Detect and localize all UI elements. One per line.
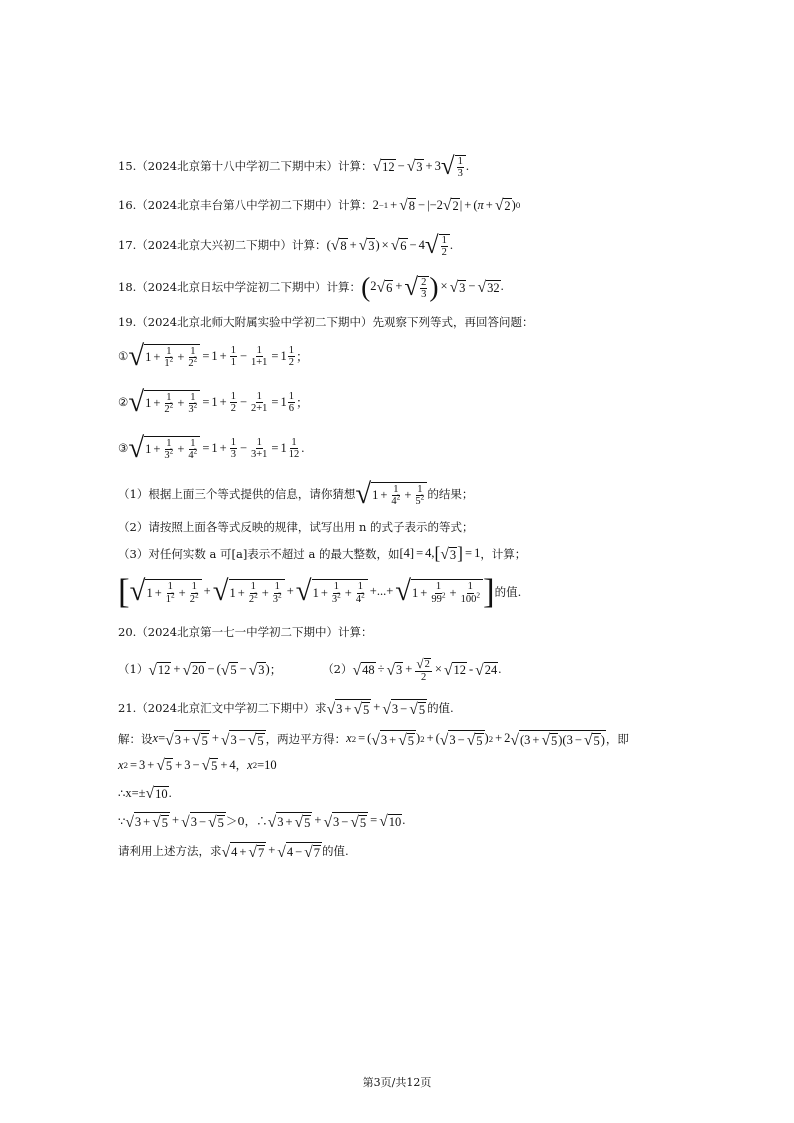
problem-20-parts: （1） √ 12 + √ 20 − ( √ 5 − √ 3 ) ； （2） √ 48 ÷ √ 3 + √ 2 2 × √ 12 - √ 24 . <box>118 655 502 683</box>
problem-source: （2024北京第十八中学初二下期中末）计算： <box>136 159 373 174</box>
problem-number: 16. <box>118 198 137 212</box>
solution-line-3: ∴ x=± √ 10 . <box>118 785 172 803</box>
problem-17 <box>118 232 453 258</box>
problem-intro: （2024北京北师大附属实验中学初二下期中）先观察下列等式，再回答问题： <box>136 315 534 329</box>
solution-line-2: x 2 = 3 + √ 5 + 3 − √ 5 + 4 ， x 2 =10 <box>118 757 277 775</box>
problem-number: 20. <box>118 625 137 639</box>
problem-source: （2024北京丰台第八中学初二下期中）计算： <box>136 198 373 212</box>
problem-source: （2024北京第一七一中学初二下期中）计算： <box>136 625 373 639</box>
problem-source: （2024北京大兴初二下期中）计算： <box>136 238 327 253</box>
expression: 2 −1 + √ 8 − | −2 √ 2 | + ( π + √ 2 ) 0 <box>372 197 521 215</box>
problem-number: 18. <box>118 279 137 294</box>
problem-number: 21. <box>118 700 137 715</box>
problem-20 <box>118 624 373 640</box>
expression: ( 2 √ 6 + √ $\frac{2}{3}$ ) × √ 3 − √ 32 . <box>361 271 504 302</box>
task-line: 请利用上述方法，求 √ 4 + √ 7 + √ 4 − √ 7 的值. <box>118 843 349 862</box>
problem-source: （2024北京日坛中学淀初二下期中）计算： <box>136 279 362 294</box>
page-footer: 第3页/共12页 <box>362 1076 432 1089</box>
problem-number: 17. <box>118 238 137 253</box>
problem-15 <box>118 153 469 179</box>
equation-2: ② √ 1 + $\frac{1}{2^2}$ + $\frac{1}{3^2}$ = 1 + $\frac{1}{2}$ − $\frac{1}{2+1}$ = 1 $\frac{1}{6}$ ； <box>118 386 309 418</box>
equation-3: ③ √ 1 + $\frac{1}{3^2}$ + $\frac{1}{4^2}$ = 1 + $\frac{1}{3}$ − $\frac{1}{3+1}$ = 1 $\frac{1}{12}$ . <box>118 432 305 464</box>
question-19-1: （1）根据上面三个等式提供的信息，请你猜想 √ 1 + $\frac{1}{4^2}$ + $\frac{1}{5^2}$ 的结果； <box>118 478 474 510</box>
equation-1: ① √ 1 + $\frac{1}{1^2}$ + $\frac{1}{2^2}$ = 1 + $\frac{1}{1}$ − $\frac{1}{1+1}$ = 1 $\frac{1}{2}$ ； <box>118 340 309 372</box>
solution-line-1: 解：设 x = √ 3 + √ 5 + √ 3 − √ 5 ，两边平方得： x 2 = ( √ 3 + √ 5 ) 2 + ( √ 3 − √ 5 ) 2 + 2 √ (3 + √ 5 )(3 − √ 5 ) ，即 <box>118 731 629 750</box>
question-19-3-sum: [ √ 1 + $\frac{1}{1^2}$ + $\frac{1}{2^2}$ + √ 1 + $\frac{1}{2^2}$ + $\frac{1}{3^2}$ + √ 1 + $\frac{1}{3^2}$ + $\frac{1}{4^2}$ +...+ √ 1 + $\frac{1}{99^2}$ + $\frac{1}{100^2}$ ] 的值. <box>118 572 522 611</box>
problem-19 <box>118 314 534 330</box>
problem-16 <box>118 196 520 214</box>
problem-18 <box>118 273 504 301</box>
expression: √ 12 − √ 3 + 3 √ $\frac{1}{3}$ . <box>372 153 469 181</box>
question-19-2: （2）请按照上面各等式反映的规律，试写出用 n 的式子表示的等式； <box>118 520 474 534</box>
problem-21: 21. （2024北京汇文中学初二下期中）求 √ 3 + √ 5 + √ 3 − √ 5 的值. <box>118 700 454 719</box>
solution-line-4: ∵ √ 3 + √ 5 + √ 3 − √ 5 ＞0，∴ √ 3 + √ 5 + √ 3 − √ 5 = √ 10 . <box>118 812 406 832</box>
expression: ( √ 8 + √ 3 ) × √ 6 − 4 √ $\frac{1}{2}$ . <box>326 232 453 260</box>
problem-number: 15. <box>118 159 137 174</box>
problem-number: 19. <box>118 315 137 329</box>
question-19-3: （3）对任何实数 a 可[a]表示不超过 a 的最大整数，如 [ 4 ] = 4 , [ √ 3 ] = 1 ，计算； <box>118 543 527 563</box>
